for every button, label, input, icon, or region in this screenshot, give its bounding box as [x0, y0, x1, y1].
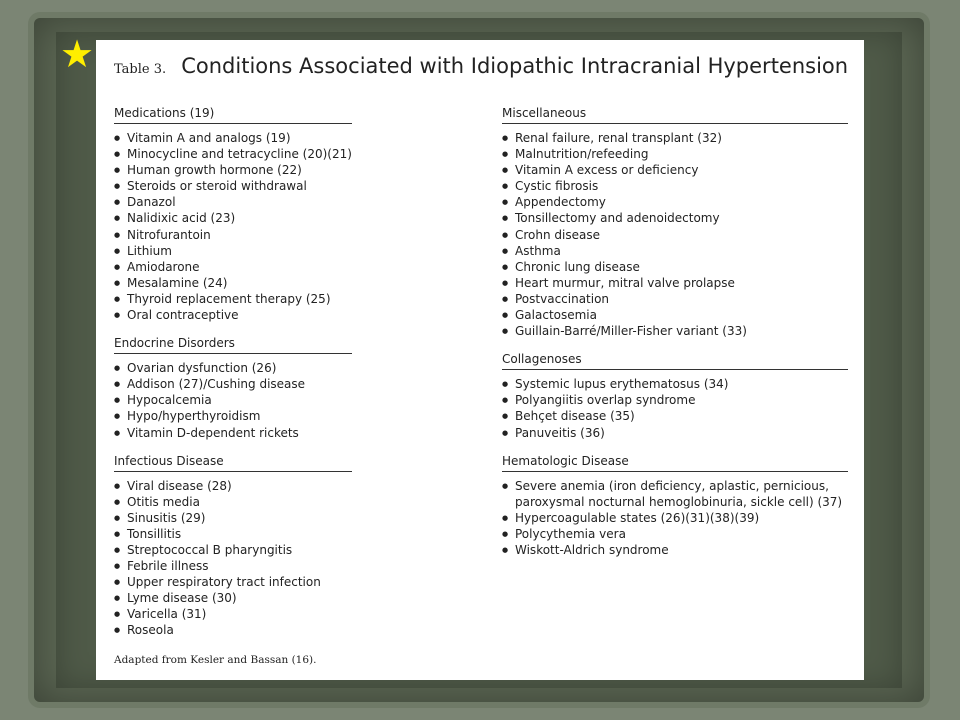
footnote: Adapted from Kesler and Bassan (16). — [114, 654, 317, 666]
list-item: ● Mesalamine (24) — [114, 275, 352, 291]
right-section — [502, 454, 848, 558]
list-item: ● Danazol — [114, 194, 352, 210]
right-section — [502, 106, 848, 339]
left-column — [114, 106, 352, 652]
list-item: ● Renal failure, renal transplant (32) — [502, 130, 848, 146]
list-item: ● Chronic lung disease — [502, 259, 848, 275]
list-item: paroxysmal nocturnal hemoglobinuria, sickle cell) (37) — [515, 494, 843, 509]
list-item: ● Systemic lupus erythematosus (34) — [502, 376, 848, 392]
section-heading: Collagenoses — [502, 352, 848, 370]
list-item: ● Amiodarone — [114, 259, 352, 275]
star-icon: ★ — [60, 32, 95, 76]
list-item: ● Human growth hormone (22) — [114, 162, 352, 178]
list-item: ● Upper respiratory tract infection — [114, 574, 352, 590]
section-heading: Medications (19) — [114, 106, 352, 124]
list-item: ● Heart murmur, mitral valve prolapse — [502, 275, 848, 291]
left-section — [114, 106, 352, 323]
list-item: ● Otitis media — [114, 494, 352, 510]
left-section — [114, 454, 352, 639]
list-item: ● Vitamin A and analogs (19) — [114, 130, 352, 146]
list-item: ● Lithium — [114, 243, 352, 259]
table-title — [114, 54, 848, 78]
list-item: ● Guillain-Barré/Miller-Fisher variant (33) — [502, 323, 848, 339]
list-item: ● Asthma — [502, 243, 848, 259]
list-item: ● Nitrofurantoin — [114, 227, 352, 243]
list-item: ● Galactosemia — [502, 307, 848, 323]
list-item: ● Tonsillectomy and adenoidectomy — [502, 210, 848, 226]
list-item: ● Malnutrition/refeeding — [502, 146, 848, 162]
left-section — [114, 336, 352, 440]
list-item: ● Steroids or steroid withdrawal — [114, 178, 352, 194]
list-item: ● Tonsillitis — [114, 526, 352, 542]
list-item: ● Thyroid replacement therapy (25) — [114, 291, 352, 307]
list-item: ● Polycythemia vera — [502, 526, 848, 542]
list-item: ● Vitamin A excess or deficiency — [502, 162, 848, 178]
list-item: ● Panuveitis (36) — [502, 425, 848, 441]
list-item: ● Hypercoagulable states (26)(31)(38)(39) — [502, 510, 848, 526]
section-heading: Endocrine Disorders — [114, 336, 352, 354]
list-item: ● Varicella (31) — [114, 606, 352, 622]
table-title-text: Conditions Associated with Idiopathic Intracranial Hypertension — [181, 54, 849, 78]
list-item: ● Appendectomy — [502, 194, 848, 210]
list-item: ● Streptococcal B pharyngitis — [114, 542, 352, 558]
list-item: ● Febrile illness — [114, 558, 352, 574]
list-item: ● Severe anemia (iron deficiency, aplastic, pernicious, — [502, 478, 848, 494]
list-item: ● Sinusitis (29) — [114, 510, 352, 526]
list-item: ● Polyangiitis overlap syndrome — [502, 392, 848, 408]
section-heading: Miscellaneous — [502, 106, 848, 124]
list-item: ● Roseola — [114, 622, 352, 638]
list-item: ● Oral contraceptive — [114, 307, 352, 323]
section-heading: Hematologic Disease — [502, 454, 848, 472]
list-item: ● Vitamin D-dependent rickets — [114, 425, 352, 441]
section-heading: Infectious Disease — [114, 454, 352, 472]
list-item: ● Addison (27)/Cushing disease — [114, 376, 352, 392]
list-item: ● Behçet disease (35) — [502, 408, 848, 424]
list-item: ● Hypocalcemia — [114, 392, 352, 408]
list-item: ● Crohn disease — [502, 227, 848, 243]
list-item: ● Hypo/hyperthyroidism — [114, 408, 352, 424]
list-item: ● Cystic fibrosis — [502, 178, 848, 194]
list-item: ● Wiskott-Aldrich syndrome — [502, 542, 848, 558]
list-item: ● Lyme disease (30) — [114, 590, 352, 606]
list-item: ● Nalidixic acid (23) — [114, 210, 352, 226]
list-item: ● Viral disease (28) — [114, 478, 352, 494]
right-column — [502, 106, 848, 571]
list-item: ● Postvaccination — [502, 291, 848, 307]
list-item: ● Ovarian dysfunction (26) — [114, 360, 352, 376]
table-card — [96, 40, 864, 680]
table-number: Table 3. — [114, 62, 167, 77]
right-section — [502, 352, 848, 440]
list-item: ● Minocycline and tetracycline (20)(21) — [114, 146, 352, 162]
